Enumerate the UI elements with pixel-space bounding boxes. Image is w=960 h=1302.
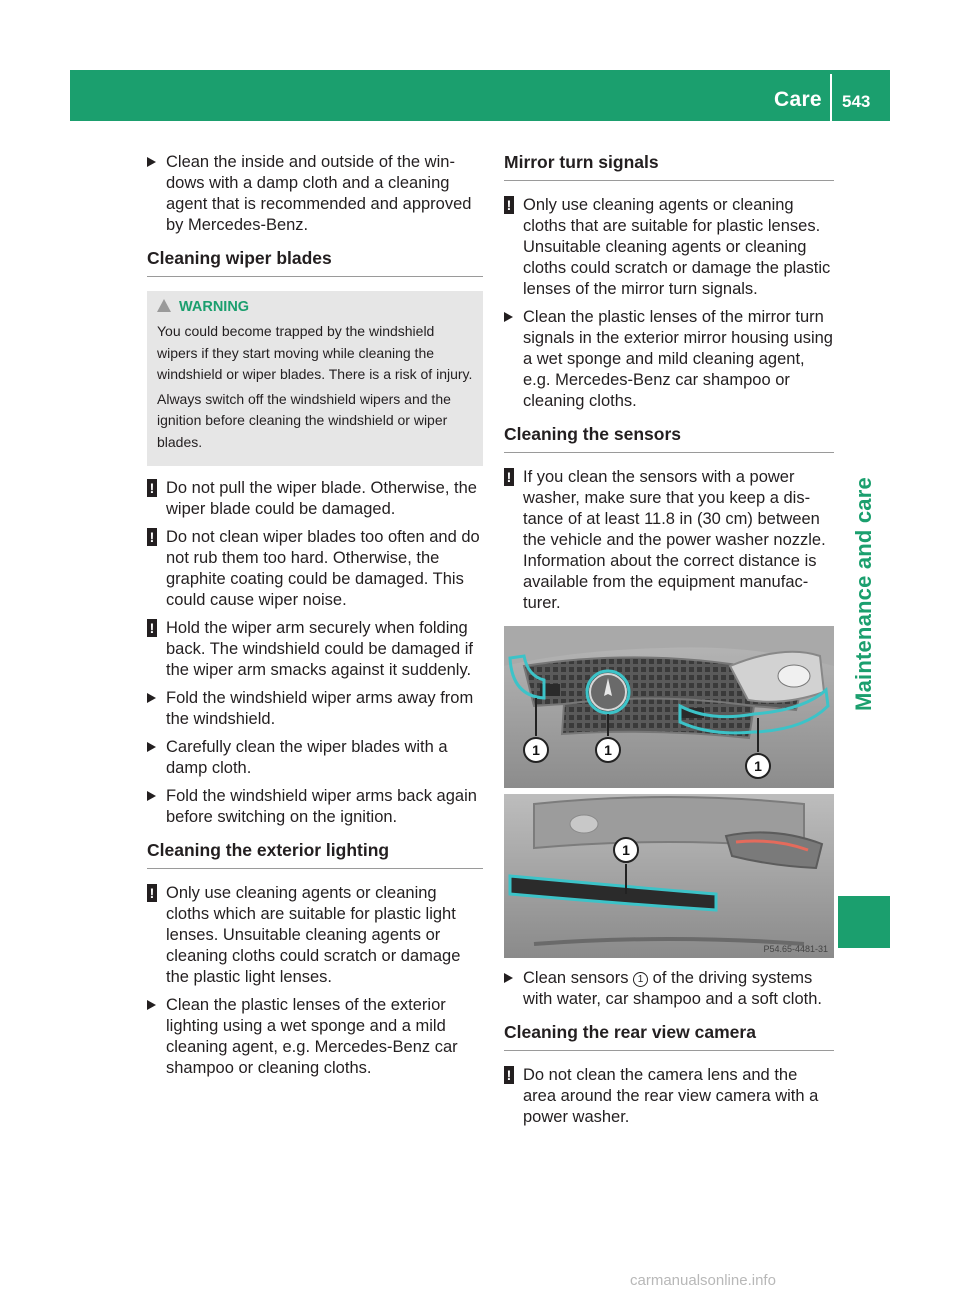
sensor-location-figure [504,626,834,958]
chapter-label: Maintenance and care [851,477,876,711]
front-bumper-view [504,626,834,788]
note-text: Hold the wiper arm securely when folding back. The windshield could be damaged if the wiper arm smacks against it suddenly. [166,619,473,679]
note-text: Only use cleaning agents or cleaning cloths which are suitable for plastic light lenses. Unsuitable cleaning agents or cleaning cloths could scratch or damage the plastic light lenses. [166,884,461,986]
caution-note [504,467,834,614]
step-text: Clean the plastic lenses of the exterior lighting using a wet sponge and a mild cleaning agent, e.g. Mercedes-Benz car shampoo or cleaning cloths. [166,996,458,1077]
arrow-icon [147,791,156,801]
step-text: Carefully clean the wiper blades with a damp cloth. [166,738,448,777]
rear-bumper-view [504,794,834,958]
page-header-bar [70,70,890,121]
arrow-icon [147,693,156,703]
exclamation-icon: ! [147,619,157,637]
watermark: carmanualsonline.info [630,1272,776,1289]
step-text: Fold the windshield wiper arms away from the windshield. [166,689,474,728]
exclamation-icon: ! [147,884,157,902]
step-text: of the driving systems with water, car shampoo and a soft cloth. [523,969,822,1008]
callout-number: 1 [532,742,540,758]
note-text: Only use cleaning agents or cleaning cloths that are suitable for plastic lenses. Unsuitable cleaning agents or cleaning cloths could scratch or damage the plastic lenses of the mirror turn signals. [523,196,831,298]
instruction-step [147,995,483,1079]
instruction-step [147,786,483,828]
arrow-icon [147,742,156,752]
instruction-step [504,307,834,412]
chapter-side-tab [838,356,890,832]
warning-text: Always switch off the windshield wipers and the ignition before cleaning the windshield or wiper blades. [157,390,451,450]
step-text: Clean the plastic lenses of the mirror turn signals in the exterior mirror housing using a wet sponge and mild cleaning agent, e.g. Mercedes-Benz car shampoo or cleaning cloths. [523,308,833,410]
chapter-marker-block [838,896,890,948]
arrow-icon [147,1000,156,1010]
warning-title [157,299,473,315]
exclamation-icon: ! [504,196,514,214]
step-text: Clean the inside and outside of the win- dows with a damp cloth and a cleaning agent that is recommended and approved by Mercedes-Benz. [166,153,472,234]
header-divider [830,74,832,121]
warning-title-text: WARNING [179,299,250,315]
page-number: 543 [842,92,871,111]
callout-reference: 1 [633,972,648,987]
exclamation-icon: ! [147,528,157,546]
note-text: Do not clean the camera lens and the area around the rear view camera with a power washer. [523,1066,819,1126]
callout-number: 1 [622,842,630,858]
callout-number: 1 [754,758,762,774]
exclamation-icon: ! [504,468,514,486]
note-text: Do not pull the wiper blade. Otherwise, the wiper blade could be damaged. [166,479,477,518]
caution-note [147,883,483,988]
section-heading-sensors: Cleaning the sensors [504,424,834,453]
caution-note [504,195,834,300]
arrow-icon [504,312,513,322]
left-column [147,152,483,1086]
instruction-step [147,152,483,236]
section-title: Care [774,88,822,111]
instruction-step [504,968,834,1010]
warning-box [147,291,483,466]
note-text: If you clean the sensors with a power washer, make sure that you keep a dis- tance of at least 11.8 in (30 cm) between the vehicle and the power washer nozzle. Information about the correct distance is available from the equipment manufac- turer. [523,468,826,612]
exclamation-icon: ! [504,1066,514,1084]
section-heading-wiper: Cleaning wiper blades [147,248,483,277]
exclamation-icon: ! [147,479,157,497]
callout-number: 1 [604,742,612,758]
instruction-step [147,737,483,779]
caution-note [147,527,483,611]
caution-note [147,618,483,681]
step-text: Fold the windshield wiper arms back again before switching on the ignition. [166,787,477,826]
section-heading-mirror: Mirror turn signals [504,152,834,181]
section-heading-camera: Cleaning the rear view camera [504,1022,834,1051]
note-text: Do not clean wiper blades too often and do not rub them too hard. Otherwise, the graphite coating could be damaged. This could cause wiper noise. [166,528,480,609]
instruction-step [147,688,483,730]
section-heading-lighting: Cleaning the exterior lighting [147,840,483,869]
warning-triangle-icon [157,299,171,312]
caution-note [147,478,483,520]
arrow-icon [504,973,513,983]
step-text: Clean sensors [523,969,629,987]
arrow-icon [147,157,156,167]
warning-text: You could become trapped by the windshield wipers if they start moving while cleaning the windshield or wiper blades. There is a risk of injury. [157,323,473,382]
figure-code: P54.65-4481-31 [763,944,828,954]
caution-note [504,1065,834,1128]
right-column [504,152,834,1135]
